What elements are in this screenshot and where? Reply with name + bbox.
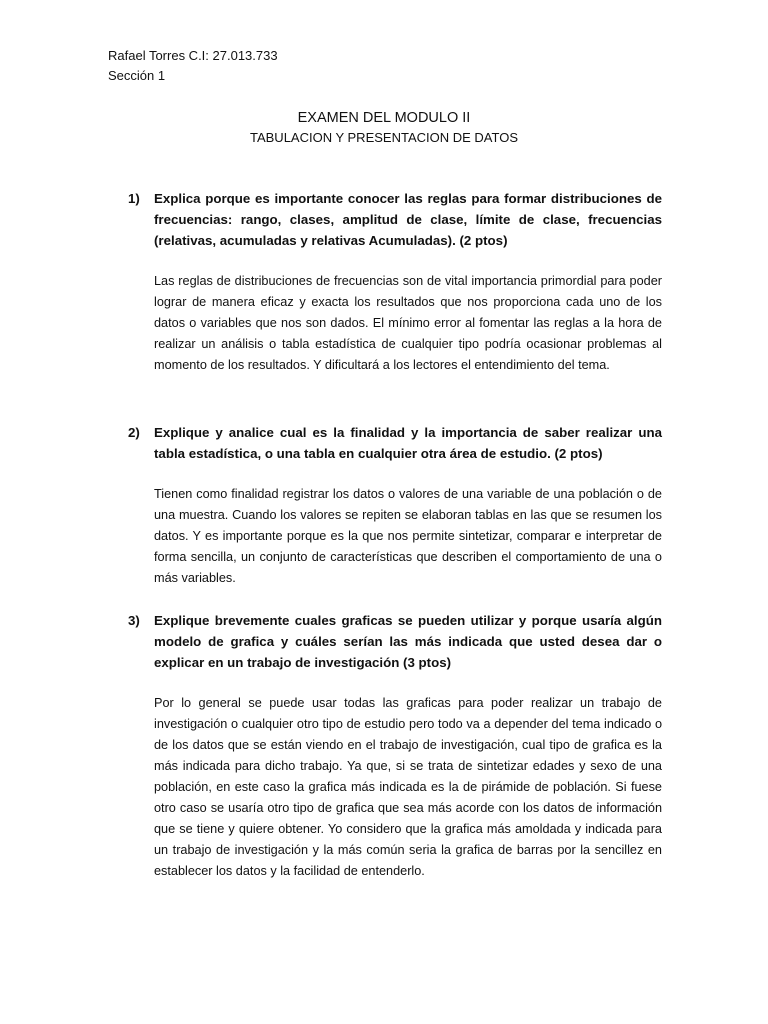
question-text: Explique y analice cual es la finalidad y la importancia de saber realizar una tabla estadística, o una tabla en cualquier otra área de estudio. (2 ptos) <box>154 425 662 461</box>
question-1 <box>128 188 662 251</box>
question-number: 2) <box>128 425 140 440</box>
question-3 <box>128 610 662 673</box>
author-line: Rafael Torres C.I: 27.013.733 <box>108 48 278 63</box>
answer-2: Tienen como finalidad registrar los datos o valores de una variable de una población o de una muestra. Cuando los valores se repiten se elaboran tablas en las que se resumen los datos. Y es importante porque es la que nos permite sintetizar, comparar e interpretar de forma sencilla, un conjunto de características que describen el comportamiento de una o más variables. <box>154 487 662 585</box>
exam-subtitle: TABULACION Y PRESENTACION DE DATOS <box>249 130 518 145</box>
answer-3: Por lo general se puede usar todas las graficas para poder realizar un trabajo de investigación o cualquier otro tipo de estudio pero todo va a depender del tema indicado o de los datos que se están viendo en el trabajo de investigación, cual tipo de grafica es la más indicada para dicho trabajo. Ya que, si se trata de sintetizar edades y sexo de una población, en este caso la grafica más indicada es la de pirámide de población. Si fuese otro caso se usaría otro tipo de grafica que sea más acorde con los datos de información que se tiene y quiere obtener. Yo considero que la grafica más amoldada y indicada para un trabajo de investigación y la más común seria la grafica de barras por la sencillez en establecer los datos y la facilidad de entenderlo. <box>154 696 662 878</box>
question-text: Explique brevemente cuales graficas se pueden utilizar y porque usaría algún modelo de grafica y cuáles serían las más indicada que usted desea dar o explicar en un trabajo de investigación (3 ptos) <box>154 613 662 670</box>
question-block-2 <box>128 422 662 589</box>
question-number: 3) <box>128 613 140 628</box>
question-text: Explica porque es importante conocer las reglas para formar distribuciones de frecuencias: rango, clases, amplitud de clase, límite de clase, frecuencias (relativas, acumuladas y relativas Acumuladas). (2 ptos) <box>154 191 662 248</box>
section-line: Sección 1 <box>108 68 166 83</box>
question-block-3 <box>128 610 662 882</box>
question-2 <box>128 422 662 464</box>
exam-title: EXAMEN DEL MODULO II <box>297 110 471 126</box>
question-number: 1) <box>128 191 140 206</box>
question-block-1 <box>128 188 662 376</box>
answer-1: Las reglas de distribuciones de frecuencias son de vital importancia primordial para poder lograr de manera eficaz y exacta los resultados que nos proporciona cada uno de los datos o variables que nos son dados. El mínimo error al fomentar las reglas a la hora de realizar un análisis o tabla estadística de cualquier tipo podría ocasionar problemas al momento de los resultados. Y dificultará a los lectores el entendimiento del tema. <box>154 274 662 372</box>
document-header <box>108 46 278 86</box>
